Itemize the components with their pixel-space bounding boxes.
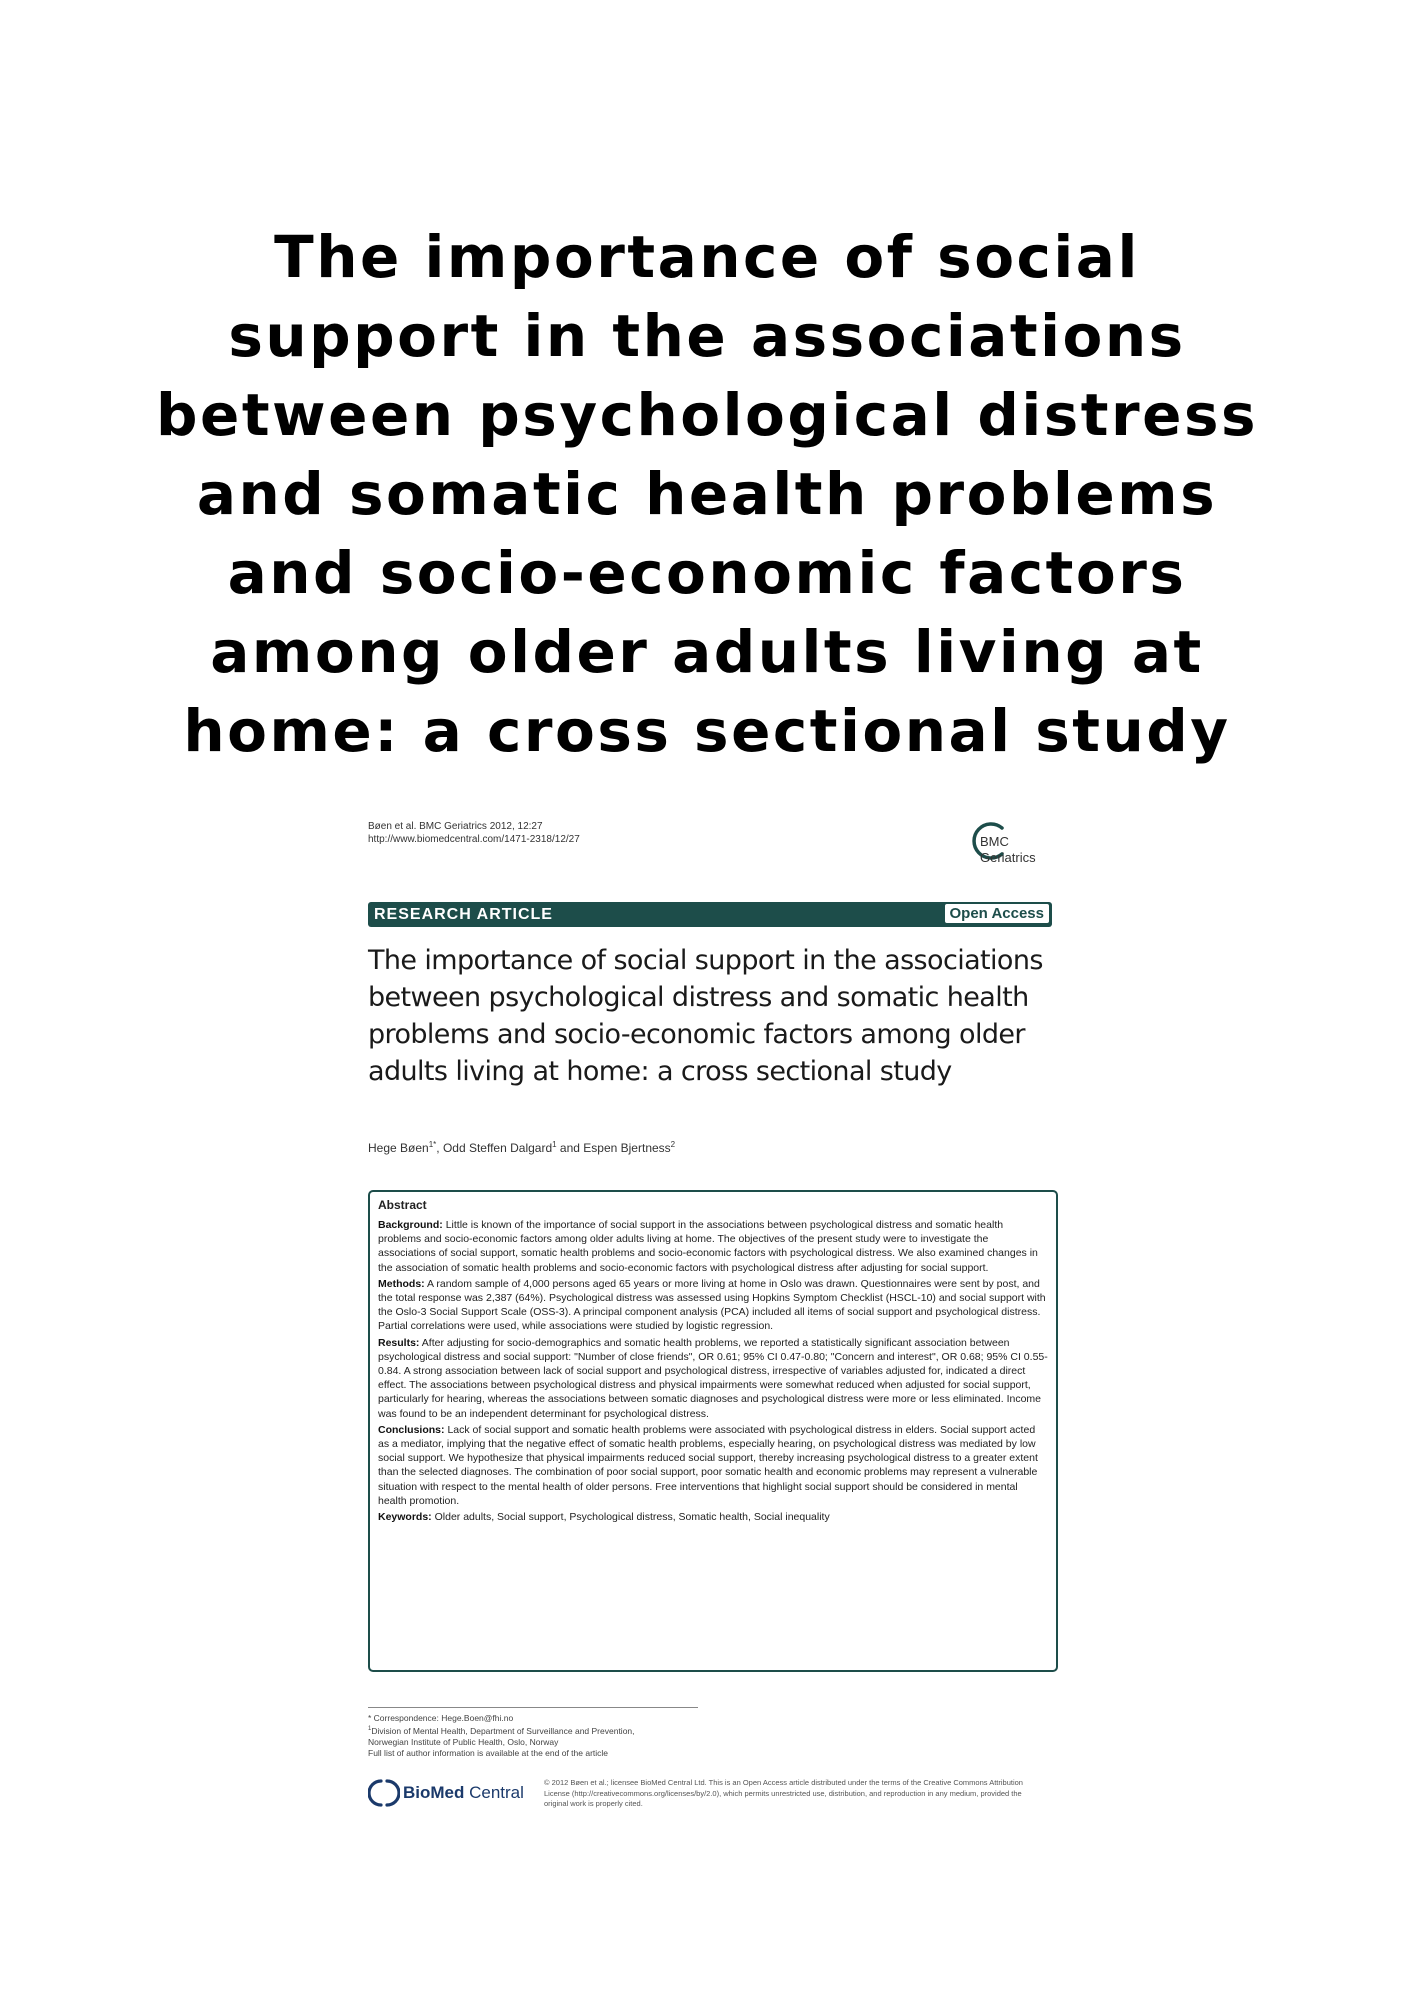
abstract-keywords [378, 1510, 1048, 1524]
section-label: Conclusions: [378, 1423, 445, 1436]
biomed-central-logo-icon [368, 1778, 400, 1808]
full-author-info-note: Full list of author information is available at the end of the article [368, 1747, 609, 1758]
author-name: Hege Bøen [368, 1141, 429, 1155]
publisher-name-light: Central [464, 1783, 524, 1802]
author-name: Espen Bjertness [583, 1141, 671, 1155]
affiliation-footnote [368, 1724, 708, 1737]
author-affiliation-mark: 2 [670, 1140, 676, 1149]
author-list [368, 1140, 675, 1155]
affiliation-text: Division of Mental Health, Department of Surveillance and Prevention, [371, 1725, 635, 1736]
copyright-notice: © 2012 Bøen et al.; licensee BioMed Central Ltd. This is an Open Access article distributed under the terms of the Creative Commons Attribution License (http://creativecommons.org/licenses/by/2.0), which permits unrestricted use, distribution, and reproduction in any medium, provided the original work is properly cited. [544, 1778, 1023, 1808]
abstract-conclusions [378, 1423, 1048, 1508]
author-affiliation-mark: 1 [552, 1140, 557, 1149]
section-text: Older adults, Social support, Psychological distress, Somatic health, Social inequality [434, 1511, 830, 1524]
affiliation-footnote-line2: Norwegian Institute of Public Health, Oslo, Norway [368, 1736, 559, 1747]
publisher-logo [368, 1776, 538, 1810]
footnote-divider [368, 1707, 698, 1708]
section-text: Little is known of the importance of social support in the associations between psychological distress and somatic health problems and socio-economic factors among older adults living at home. The objectives of the present study were to investigate the associations of social support, somatic health problems and socio-economic factors with psychological distress. We also examined changes in the association of somatic health problems and socio-economic factors with psychological distress after adjusting for social support. [378, 1219, 1038, 1274]
author-separator: , [436, 1141, 443, 1155]
abstract-results [378, 1336, 1048, 1421]
affiliation-mark: 1 [368, 1726, 372, 1732]
journal-logo-line1: BMC [980, 834, 1009, 849]
correspondence-footnote: * Correspondence: Hege.Boen@fhi.no [368, 1713, 514, 1723]
footnotes [368, 1713, 708, 1759]
open-access-badge: Open Access [945, 904, 1050, 923]
journal-logo [962, 820, 1052, 876]
author-affiliation-mark: 1* [428, 1140, 437, 1149]
abstract-heading: Abstract [378, 1198, 427, 1212]
paper-first-page-preview [368, 820, 1052, 1820]
citation-url: http://www.biomedcentral.com/1471-2318/12/27 [368, 834, 580, 845]
journal-logo-line2: Geriatrics [980, 850, 1036, 865]
article-type: RESEARCH ARTICLE [374, 906, 553, 923]
section-text: After adjusting for socio-demographics and somatic health problems, we reported a statistically significant association between psychological distress and social support: "Number of close friends", OR 0.61; 95% CI 0.47-0.80; "Concern and interest", OR 0.68; 95% CI 0.55-0.84. A strong association between lack of social support and psychological distress, irrespective of variables adjusted for, indicated a direct effect. The associations between psychological distress and physical impairments were somewhat reduced when adjusted for social support, particularly for hearing, whereas the associations between somatic diagnoses and psychological distress were more or less eliminated. Income was found to be an independent determinant for psychological distress. [378, 1336, 1048, 1420]
author-separator: and [556, 1141, 584, 1155]
article-type-bar [368, 902, 1052, 927]
section-text: A random sample of 4,000 persons aged 65 years or more living at home in Oslo was drawn. Questionnaires were sent by post, and the total response was 2,387 (64%). Psychological distress was assessed using Hopkins Symptom Checklist (HSCL-10) and social support with the Oslo-3 Social Support Scale (OSS-3). A principal component analysis (PCA) included all items of social support and psychological distress. Partial correlations were used, while associations were studied by logistic regression. [378, 1277, 1046, 1333]
section-label: Methods: [378, 1277, 425, 1290]
publisher-footer [368, 1776, 1052, 1816]
section-label: Background: [378, 1219, 443, 1231]
section-label: Keywords: [378, 1511, 432, 1524]
author-name: Odd Steffen Dalgard [442, 1141, 553, 1155]
citation-block [368, 820, 580, 846]
paper-title: The importance of social support in the associations between psychological distress and somatic health problems and socio-economic factors among older adults living at home: a cross sectional study [368, 945, 1043, 1087]
abstract-methods [378, 1277, 1048, 1334]
section-label: Results: [378, 1336, 420, 1349]
abstract-background [378, 1218, 1048, 1275]
section-text: Lack of social support and somatic health problems were associated with psychological distress in elders. Social support acted as a mediator, implying that the negative effect of somatic health problems, especially hearing, on psychological distress was mediated by low social support. We hypothesize that physical impairments reduced social support, thereby increasing psychological distress to a greater extent than the selected diagnoses. The combination of poor social support, poor somatic health and economic problems may represent a vulnerable situation with respect to the mental health of older persons. Free interventions that highlight social support should be considered in mental health promotion. [378, 1423, 1038, 1507]
publisher-name [403, 1783, 524, 1803]
citation-line: Bøen et al. BMC Geriatrics 2012, 12:27 [368, 821, 543, 832]
abstract-box [368, 1190, 1058, 1672]
cover-title: The importance of social support in the associations between psychological distress and somatic health problems and socio-economic factors among older adults living at home: a cross sectional study [155, 223, 1259, 765]
publisher-name-bold: BioMed [403, 1783, 465, 1802]
